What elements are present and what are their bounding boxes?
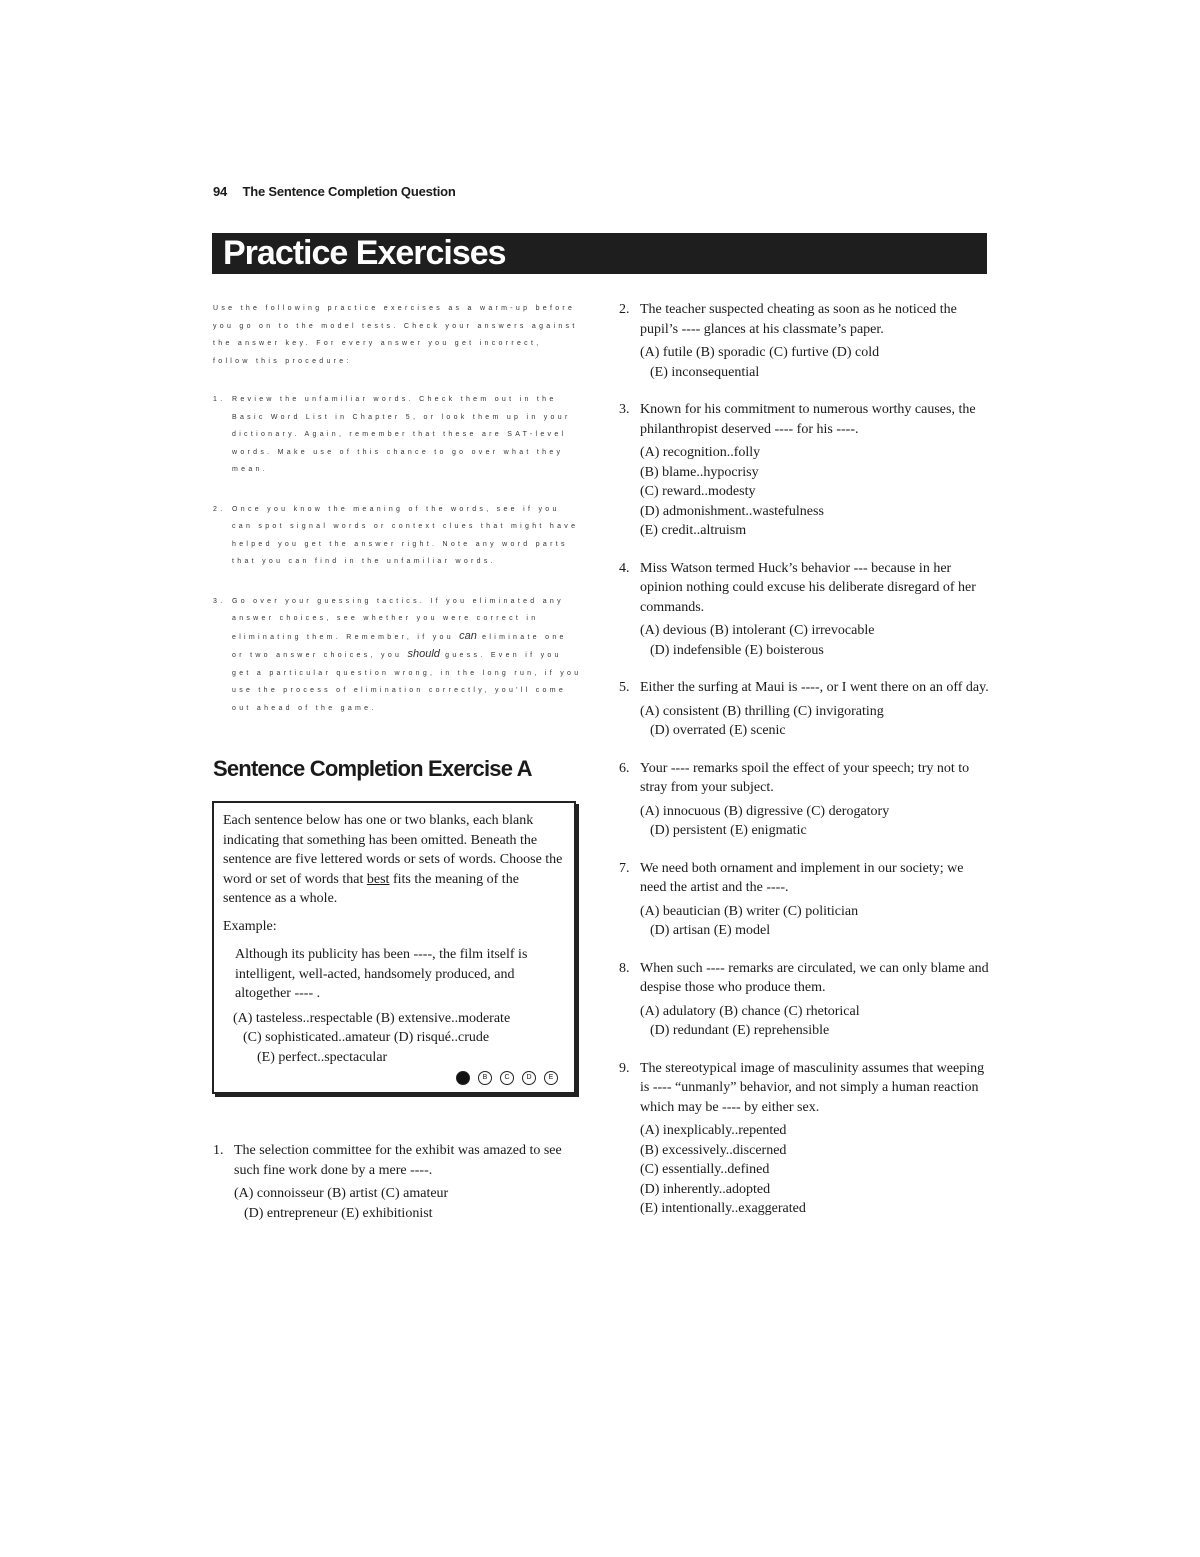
answer-choices bbox=[640, 443, 991, 541]
question-stem: The selection committee for the exhibit was amazed to see such fine work done by a mere ----. bbox=[234, 1143, 562, 1178]
procedure-step bbox=[213, 501, 583, 571]
choice-line: (A) inexplicably..repented bbox=[640, 1123, 787, 1138]
question-3 bbox=[619, 400, 991, 541]
choice-line: (D) persistent (E) enigmatic bbox=[650, 823, 807, 838]
answer-bubbles bbox=[456, 1071, 558, 1085]
page-number: 94 bbox=[213, 184, 228, 199]
question-9 bbox=[619, 1059, 991, 1219]
question-stem: Known for his commitment to numerous worthy causes, the philanthropist deserved ---- for his ----. bbox=[640, 402, 976, 437]
question-number: 9. bbox=[619, 1060, 630, 1076]
bubble-d: D bbox=[522, 1071, 536, 1085]
choice-line: (C) essentially..defined bbox=[640, 1162, 770, 1177]
step-text-part: eliminate one or two answer choices, you bbox=[232, 633, 567, 659]
choice-line: (D) indefensible (E) boisterous bbox=[650, 642, 824, 658]
step-text: Once you know the meaning of the words, see if you can spot signal words or context clues that might have helped you get the answer right. Note any word parts that you can find in the unfamiliar words. bbox=[232, 505, 579, 565]
step-text-part: Go over your guessing tactics. If you eliminated any answer choices, see whether you were correct in eliminating them. Remember, if you bbox=[232, 597, 564, 641]
intro bbox=[213, 300, 583, 717]
instructions-text bbox=[223, 811, 567, 909]
question-stem: Miss Watson termed Huck’s behavior --- because in her opinion nothing could excuse his deliberate disregard of her commands. bbox=[640, 560, 976, 615]
example-choice-line: (A) tasteless..respectable (B) extensive..moderate bbox=[233, 1010, 511, 1026]
page-title: Practice Exercises bbox=[223, 234, 506, 272]
choice-line: (D) inherently..adopted bbox=[640, 1181, 771, 1197]
answer-choices bbox=[234, 1184, 583, 1223]
choice-line: (A) recognition..folly bbox=[640, 445, 761, 460]
answer-choices bbox=[640, 902, 991, 941]
step-emphasis: should bbox=[407, 648, 440, 660]
choice-line: (B) blame..hypocrisy bbox=[640, 464, 759, 480]
running-title: The Sentence Completion Question bbox=[242, 184, 456, 199]
choice-line: (A) adulatory (B) chance (C) rhetorical bbox=[640, 1003, 860, 1019]
step-emphasis: can bbox=[459, 629, 477, 642]
answer-choices bbox=[640, 802, 991, 841]
question-number: 5. bbox=[619, 680, 630, 695]
question-8 bbox=[619, 959, 991, 1041]
choice-line: (E) intentionally..exaggerated bbox=[640, 1201, 806, 1216]
example-choice-line: (E) perfect..spectacular bbox=[257, 1049, 388, 1065]
instructions-text-part: Each sentence below has one or two blanks, each blank indicating that something has been omitted. Beneath the sentence are five lettered words or sets of words. Choose the word or set of words that bbox=[223, 813, 563, 887]
choice-line: (A) connoisseur (B) artist (C) amateur bbox=[234, 1186, 449, 1201]
question-1 bbox=[213, 1141, 583, 1223]
question-number: 1. bbox=[213, 1143, 224, 1158]
procedure-steps bbox=[213, 391, 583, 717]
answer-choices bbox=[640, 702, 991, 741]
procedure-step bbox=[213, 593, 583, 718]
answer-choices bbox=[640, 343, 991, 382]
choice-line: (B) excessively..discerned bbox=[640, 1142, 787, 1158]
question-number: 8. bbox=[619, 960, 630, 976]
choice-line: (D) overrated (E) scenic bbox=[650, 723, 786, 738]
step-text: Review the unfamiliar words. Check them out in the Basic Word List in Chapter 5, or look them up in your dictionary. Again, remember that these are SAT-level words. Make use of this chance to go over what they mean. bbox=[232, 396, 571, 473]
question-6 bbox=[619, 759, 991, 841]
choice-line: (A) beautician (B) writer (C) politician bbox=[640, 903, 859, 919]
step-number: 1. bbox=[213, 396, 226, 403]
intro-paragraph: Use the following practice exercises as a warm-up before you go on to the model tests. Check your answers against the answer key. For every answer you get incorrect, follow this procedure: bbox=[213, 305, 578, 365]
question-stem: We need both ornament and implement in our society; we need the artist and the ----. bbox=[640, 860, 964, 895]
question-7 bbox=[619, 859, 991, 941]
bubble-c: C bbox=[500, 1071, 514, 1085]
procedure-step bbox=[213, 391, 583, 479]
question-number: 7. bbox=[619, 860, 630, 876]
instructions-text-part: fits the meaning of the sentence as a whole. bbox=[223, 871, 519, 906]
question-5 bbox=[619, 678, 991, 741]
example-choice-line: (C) sophisticated..amateur (D) risqué..crude bbox=[243, 1030, 490, 1045]
right-column bbox=[619, 300, 991, 1237]
choice-line: (D) redundant (E) reprehensible bbox=[650, 1023, 830, 1038]
example-sentence: Although its publicity has been ----, the film itself is intelligent, well-acted, handsomely produced, and altogether ---- . bbox=[235, 947, 528, 1001]
choice-line: (A) consistent (B) thrilling (C) invigorating bbox=[640, 703, 884, 719]
left-column bbox=[213, 300, 583, 739]
question-stem: Either the surfing at Maui is ----, or I went there on an off day. bbox=[640, 680, 989, 695]
example-label: Example: bbox=[223, 918, 277, 934]
section-title: Sentence Completion Exercise A bbox=[213, 756, 532, 781]
page-header bbox=[213, 184, 456, 199]
bubble-a-filled bbox=[456, 1071, 470, 1085]
answer-choices bbox=[640, 621, 991, 660]
choice-line: (D) artisan (E) model bbox=[650, 923, 771, 938]
question-stem: Your ---- remarks spoil the effect of your speech; try not to stray from your subject. bbox=[640, 760, 970, 795]
question-number: 6. bbox=[619, 760, 630, 776]
bubble-b: B bbox=[478, 1071, 492, 1085]
bubble-e: E bbox=[544, 1071, 558, 1085]
question-4 bbox=[619, 559, 991, 661]
instructions-box bbox=[212, 801, 576, 1094]
step-number: 2. bbox=[213, 505, 226, 513]
choice-line: (E) credit..altruism bbox=[640, 523, 747, 538]
step-text bbox=[232, 593, 583, 718]
choice-line: (C) reward..modesty bbox=[640, 484, 756, 499]
choice-line: (A) innocuous (B) digressive (C) derogatory bbox=[640, 803, 890, 819]
question-number: 4. bbox=[619, 560, 630, 576]
choice-line: (E) inconsequential bbox=[650, 364, 760, 380]
choice-line: (A) futile (B) sporadic (C) furtive (D) cold bbox=[640, 345, 880, 360]
answer-choices bbox=[640, 1002, 991, 1041]
example-choices bbox=[233, 1009, 567, 1068]
choice-line: (D) admonishment..wastefulness bbox=[640, 503, 824, 519]
instructions-underlined: best bbox=[366, 871, 390, 887]
question-number: 2. bbox=[619, 302, 630, 317]
question-number: 3. bbox=[619, 402, 630, 417]
question-stem: The teacher suspected cheating as soon as he noticed the pupil’s ---- glances at his classmate’s paper. bbox=[640, 302, 957, 337]
question-stem: When such ---- remarks are circulated, we can only blame and despise those who produce them. bbox=[640, 960, 989, 995]
choice-line: (D) entrepreneur (E) exhibitionist bbox=[244, 1205, 433, 1221]
answer-choices bbox=[640, 1121, 991, 1219]
question-2 bbox=[619, 300, 991, 382]
step-text-part: guess. Even if you get a particular question wrong, in the long run, if you use the process of elimination correctly, you'll come out ahead of the game. bbox=[232, 652, 582, 712]
choice-line: (A) devious (B) intolerant (C) irrevocable bbox=[640, 623, 875, 638]
title-bar bbox=[212, 233, 987, 274]
step-number: 3. bbox=[213, 597, 226, 605]
question-stem: The stereotypical image of masculinity assumes that weeping is ---- “unmanly” behavior, and not simply a human reaction which may be ---- by either sex. bbox=[640, 1060, 985, 1115]
